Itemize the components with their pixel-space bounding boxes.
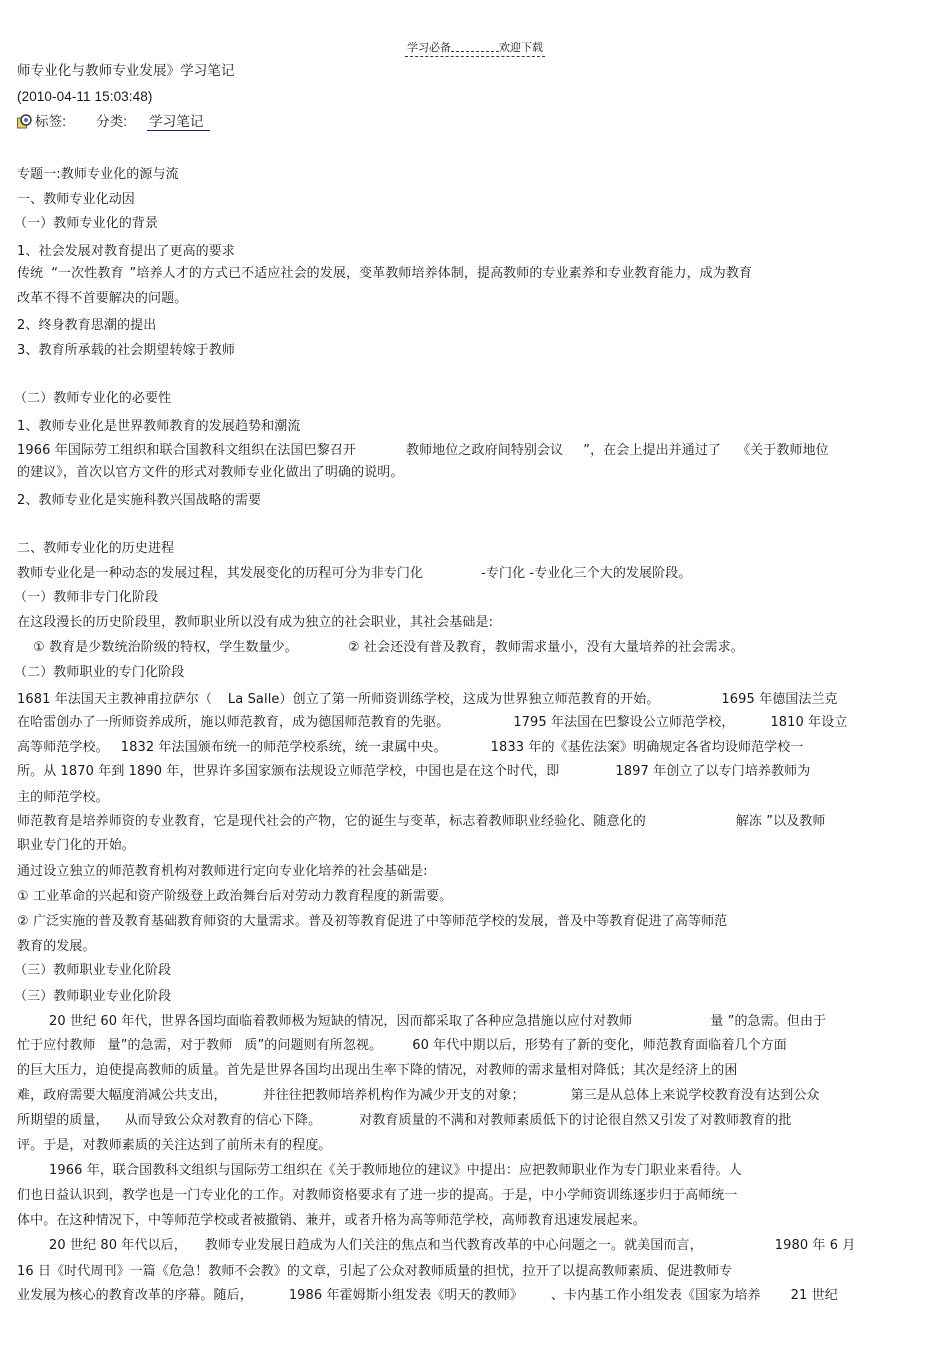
paragraph-line: 2、教师专业化是实施科教兴国战略的需要 (17, 493, 262, 508)
paragraph-line: 在这段漫长的历史阶段里，教师职业所以没有成为独立的社会职业，其社会基础是: (17, 615, 494, 630)
subsection-heading: （三）教师职业专业化阶段 (14, 963, 172, 978)
paragraph-line: ① 工业革命的兴起和资产阶级登上政治舞台后对劳动力教育程度的新需要。 (17, 889, 453, 904)
header-left-text: 学习必备 (407, 41, 451, 54)
header-right-text: 欢迎下载 (499, 41, 543, 54)
paragraph-line: 1681 年法国天主教神甫拉萨尔（ La Salle）创立了第一所师资训练学校，这成为世界独立师范教育的开始。 1695 年德国法兰克 (17, 692, 838, 707)
paragraph-line: 忙于应付教师 量”的急需，对于教师 质”的问题则有所忽视。 60 年代中期以后，形势有了新的变化，师范教育面临着几个方面 (17, 1038, 787, 1053)
paragraph-line: 通过设立独立的师范教育机构对教师进行定向专业化培养的社会基础是: (17, 864, 428, 879)
paragraph-line: 教育的发展。 (17, 939, 96, 954)
subsection-heading: （二）教师职业的专门化阶段 (14, 665, 185, 680)
paragraph-line: 3、教育所承载的社会期望转嫁于教师 (17, 343, 235, 358)
category-label: 分类: (96, 114, 128, 129)
paragraph-line: 们也日益认识到，教学也是一门专业化的工作。对教师资格要求有了进一步的提高。于是，中小学师资训练逐步归于高师统一 (17, 1188, 738, 1203)
doc-timestamp: (2010-04-11 15:03:48) (17, 89, 153, 104)
section-heading: 一、教师专业化动因 (17, 192, 135, 207)
tag-label: 标签: (35, 114, 67, 129)
paragraph-line: 高等师范学校。 1832 年法国颁布统一的师范学校系统，统一隶属中央。 1833 年的《基佐法案》明确规定各省均设师范学校一 (17, 740, 804, 755)
subsection-heading: （三）教师职业专业化阶段 (14, 989, 172, 1004)
paragraph-line: 所期望的质量， 从而导致公众对教育的信心下降。 对教育质量的不满和对教师素质低下的讨论很自然又引发了对教师教育的批 (17, 1113, 792, 1128)
header-banner (405, 41, 545, 57)
paragraph-line: 1、教师专业化是世界教师教育的发展趋势和潮流 (17, 419, 301, 434)
paragraph-line: 业发展为核心的教育改革的序幕。随后， 1986 年霍姆斯小组发表《明天的教师》 、卡内基工作小组发表《国家为培养 21 世纪 (17, 1288, 838, 1303)
paragraph-line: 16 日《时代周刊》一篇《危急！教师不会教》的文章，引起了公众对教师质量的担忧，拉开了以提高教师素质、促进教师专 (17, 1264, 733, 1279)
page-header (0, 41, 950, 57)
paragraph-line: 2、终身教育思潮的提出 (17, 318, 157, 333)
doc-title: 师专业化与教师专业发展》学习笔记 (17, 63, 235, 78)
doc-meta-row (17, 113, 210, 131)
paragraph-line: 改革不得不首要解决的问题。 (17, 291, 188, 306)
paragraph-line: 所。从 1870 年到 1890 年，世界许多国家颁布法规设立师范学校，中国也是在这个时代，即 1897 年创立了以专门培养教师为 (17, 764, 811, 779)
paragraph-line: 体中。在这种情况下，中等师范学校或者被撤销、兼并，或者升格为高等师范学校，高师教育迅速发展起来。 (17, 1213, 646, 1228)
paragraph-line: 主的师范学校。 (17, 790, 109, 805)
paragraph-line: 师范教育是培养师资的专业教育，它是现代社会的产物，它的诞生与变革，标志着教师职业经验化、随意化的 解冻 ”以及教师 (17, 814, 826, 829)
paragraph-line: 的建议》，首次以官方文件的形式对教师专业化做出了明确的说明。 (17, 465, 404, 480)
section-heading: 二、教师专业化的历史进程 (17, 541, 175, 556)
paragraph-line: 职业专门化的开始。 (17, 838, 135, 853)
header-divider (451, 51, 499, 52)
category-link[interactable]: 学习笔记 (147, 114, 209, 131)
paragraph-line: ② 广泛实施的普及教育基础教育师资的大量需求。普及初等教育促进了中等师范学校的发展，普及中等教育促进了高等师范 (17, 914, 728, 929)
paragraph-line: 难，政府需要大幅度消减公共支出， 并往往把教师培养机构作为减少开支的对象； 第三是从总体上来说学校教育没有达到公众 (17, 1088, 820, 1103)
paragraph-line: 1966 年，联合国教科文组织与国际劳工组织在《关于教师地位的建议》中提出：应把教师职业作为专门职业来看待。人 (49, 1163, 742, 1178)
paragraph-line: ① 教育是少数统治阶级的特权，学生数量少。 ② 社会还没有普及教育，教师需求量小，没有大量培养的社会需求。 (33, 640, 744, 655)
paragraph-line: 传统 “一次性教育 ”培养人才的方式已不适应社会的发展，变革教师培养体制，提高教师的专业素养和专业教育能力，成为教育 (17, 266, 753, 281)
paragraph-line: 的巨大压力，迫使提高教师的质量。首先是世界各国均出现出生率下降的情况，对教师的需求量相对降低；其次是经济上的困 (17, 1063, 738, 1078)
tag-icon (17, 114, 32, 129)
paragraph-line: 教师专业化是一种动态的发展过程，其发展变化的历程可分为非专门化 -专门化 -专业化三个大的发展阶段。 (17, 566, 692, 581)
paragraph-line: 1966 年国际劳工组织和联合国教科文组织在法国巴黎召开 教师地位之政府间特别会议 ”，在会上提出并通过了 《关于教师地位 (17, 443, 829, 458)
paragraph-line: 在哈雷创办了一所师资养成所，施以师范教育，成为德国师范教育的先驱。 1795 年法国在巴黎设公立师范学校， 1810 年设立 (17, 715, 848, 730)
paragraph-line: 20 世纪 60 年代，世界各国均面临着教师极为短缺的情况，因而都采取了各种应急措施以应付对教师 量 ”的急需。但由于 (49, 1014, 827, 1029)
subsection-heading: （二）教师专业化的必要性 (14, 391, 172, 406)
subsection-heading: （一）教师非专门化阶段 (14, 590, 159, 605)
paragraph-line: 1、社会发展对教育提出了更高的要求 (17, 244, 235, 259)
subsection-heading: （一）教师专业化的背景 (14, 216, 159, 231)
section-heading: 专题一:教师专业化的源与流 (17, 167, 179, 182)
paragraph-line: 20 世纪 80 年代以后， 教师专业发展日趋成为人们关注的焦点和当代教育改革的中心问题之一。就美国而言， 1980 年 6 月 (49, 1238, 856, 1253)
paragraph-line: 评。于是，对教师素质的关注达到了前所未有的程度。 (17, 1138, 332, 1153)
